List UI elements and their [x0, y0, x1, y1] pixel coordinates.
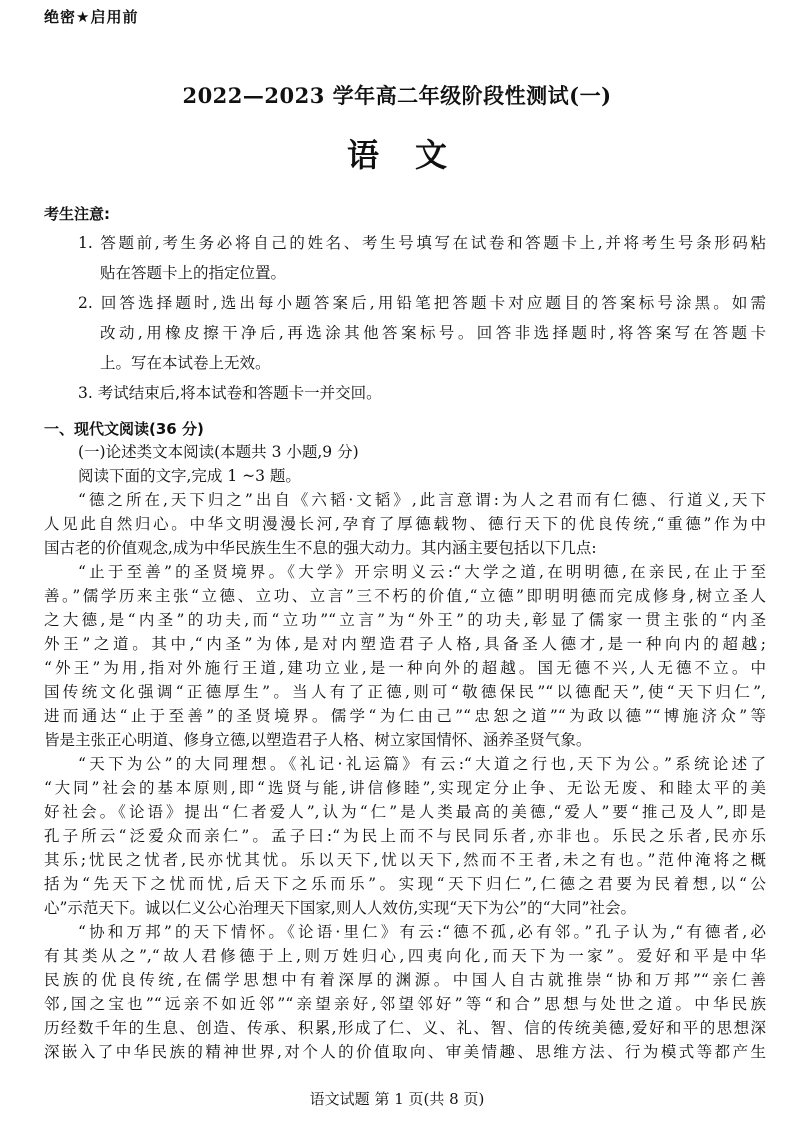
page-footer: 语文试题 第 1 页(共 8 页) — [309, 1090, 485, 1108]
passage-line: 之大德,是“内圣”的功夫,而“立功”“立言”为“外王”的功夫,彰显了儒家一贯主张的“内圣 — [44, 611, 766, 629]
passage-line: 国古老的价值观念,成为中华民族生生不息的强大动力。其内涵主要包括以下几点: — [44, 539, 597, 557]
passage-line: “协和万邦”的天下情怀。《论语·里仁》有云:“德不孤,必有邻。”孔子认为,“有德者,必 — [78, 923, 766, 941]
passage-line: 皆是主张正心明道、修身立德,以塑造君子人格、树立家国情怀、涵养圣贤气象。 — [44, 731, 592, 749]
passage-line: 国传统文化强调“正德厚生”。当人有了正德,则可“敬德保民”“以德配天”,使“天下归仁”, — [44, 683, 766, 701]
passage-line: 心”示范天下。诚以仁义公心治理天下国家,则人人效仿,实现“天下为公”的“大同”社会。 — [44, 899, 636, 917]
sub-heading: (一)论述类文本阅读(本题共 3 小题,9 分) — [78, 443, 359, 461]
notice-item-2 — [78, 288, 766, 378]
passage-line: 括为“先天下之忧而忧,后天下之乐而乐”。实现“天下归仁”,仁德之君要为民着想,以“公 — [44, 875, 766, 893]
passage-line: 邻,国之宝也”“远亲不如近邻”“亲望亲好,邻望邻好”等“和合”思想与处世之道。中华民族 — [44, 995, 766, 1013]
passage-line: 其乐;忧民之忧者,民亦忧其忧。乐以天下,忧以天下,然而不王者,未之有也。”范仲淹将之概 — [44, 851, 766, 869]
passage-line: 有其类从之”,“故人君修德于上,则万姓归心,四夷向化,而天下为一家”。爱好和平是中华 — [44, 947, 766, 965]
notice-line: 3. 考试结束后,将本试卷和答题卡一并交回。 — [78, 384, 382, 402]
passage-line: 人见此自然归心。中华文明漫漫长河,孕育了厚德载物、德行天下的优良传统,“重德”作为中 — [44, 515, 766, 533]
passage-line: 民族的优良传统,在儒学思想中有着深厚的渊源。中国人自古就推崇“协和万邦”“亲仁善 — [44, 971, 766, 989]
notice-line: 2. 回答选择题时,选出每小题答案后,用铅笔把答题卡对应题目的答案标号涂黑。如需 — [78, 294, 766, 312]
notice-item-3 — [78, 378, 766, 408]
notice-line: 上。写在本试卷上无效。 — [100, 354, 271, 372]
passage-line: 善。”儒学历来主张“立德、立功、立言”三不朽的价值,“立德”即明明德而完成修身,树立圣人 — [44, 587, 766, 605]
passage-line: “德之所在,天下归之”出自《六韬·文韬》,此言意谓:为人之君而有仁德、行道义,天下 — [78, 491, 766, 509]
notice-line: 1. 答题前,考生务必将自己的姓名、考生号填写在试卷和答题卡上,并将考生号条形码粘 — [78, 234, 766, 252]
notice-item-1 — [78, 228, 766, 288]
passage-line: “大同”社会的基本原则,即“选贤与能,讲信修睦”,实现定分止争、无讼无废、和睦太平的美 — [44, 779, 766, 797]
passage-line: 进而通达“止于至善”的圣贤境界。儒学“为仁由己”“忠恕之道”“为政以德”“博施济众”等 — [44, 707, 766, 725]
passage-line: “天下为公”的大同理想。《礼记·礼运篇》有云:“大道之行也,天下为公。”系统论述了 — [78, 755, 766, 773]
passage-line: 好社会。《论语》提出“仁者爱人”,认为“仁”是人类最高的美德,“爱人”要“推己及人”,即是 — [44, 803, 766, 821]
notice-heading: 考生注意: — [44, 205, 110, 223]
passage-line: “外王”为用,指对外施行王道,建功立业,是一种向外的超越。国无德不兴,人无德不立。中 — [44, 659, 766, 677]
notice-line: 改动,用橡皮擦干净后,再选涂其他答案标号。回答非选择题时,将答案写在答题卡 — [100, 324, 766, 342]
confidential-label: 绝密★启用前 — [44, 8, 139, 26]
section-heading: 一、现代文阅读(36 分) — [44, 420, 204, 438]
passage-line: 深嵌入了中华民族的精神世界,对个人的价值取向、审美情趣、思维方法、行为模式等都产生 — [44, 1043, 766, 1061]
passage-line: 外王”之道。其中,“内圣”为体,是对内塑造君子人格,具备圣人德才,是一种向内的超越; — [44, 635, 766, 653]
passage-line: 孔子所云“泛爱众而亲仁”。孟子曰:“为民上而不与民同乐者,亦非也。乐民之乐者,民亦乐 — [44, 827, 766, 845]
passage-line: “止于至善”的圣贤境界。《大学》开宗明义云:“大学之道,在明明德,在亲民,在止于至 — [78, 563, 766, 581]
exam-title: 2022—2023 学年高二年级阶段性测试(一) — [182, 83, 612, 108]
passage-line: 历经数千年的生息、创造、传承、积累,形成了仁、义、礼、智、信的传统美德,爱好和平的思想深 — [44, 1019, 766, 1037]
notice-line: 贴在答题卡上的指定位置。 — [100, 264, 287, 282]
instruction: 阅读下面的文字,完成 1 ~3 题。 — [78, 467, 301, 485]
subject-title: 语文 — [346, 136, 483, 174]
